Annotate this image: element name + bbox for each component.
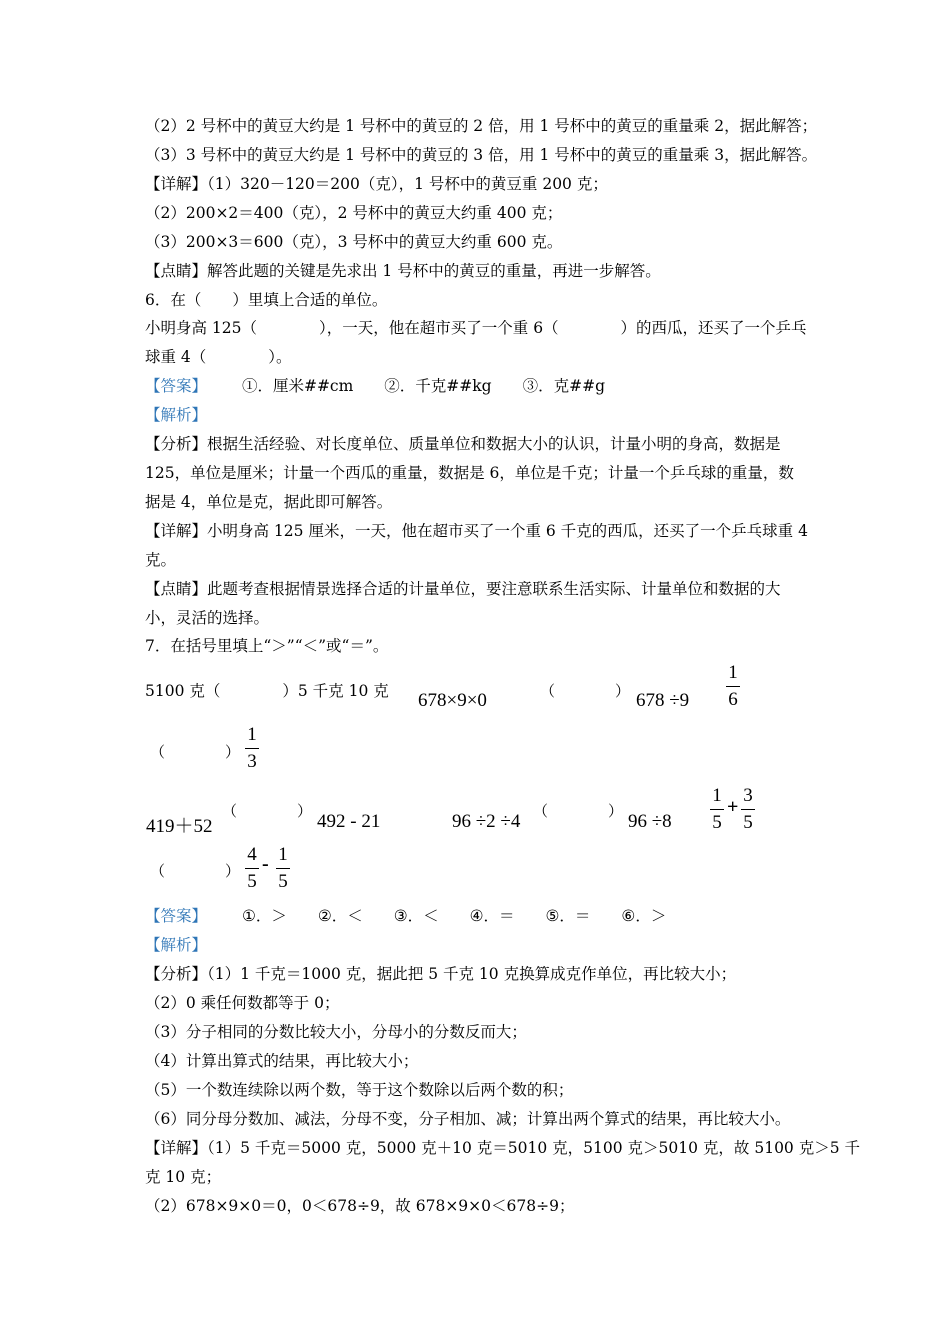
blank-paren: （ ） — [150, 743, 241, 761]
fraction — [245, 844, 259, 893]
denominator: 3 — [247, 751, 257, 772]
fraction-bar — [741, 809, 755, 810]
text-line: （2）0 乘任何数都等于 0； — [145, 994, 340, 1012]
answer-label: 【答案】 — [145, 377, 208, 395]
text-line: 克 10 克； — [145, 1168, 222, 1186]
text-line: 据是 4，单位是克，据此即可解答。 — [145, 493, 393, 511]
question-6: 6．在（ ）里填上合适的单位。 — [145, 291, 388, 309]
blank-paren: （ ） — [150, 862, 241, 880]
text-line: 【详解】（1）320－120＝200（克），1 号杯中的黄豆重 200 克； — [145, 175, 608, 193]
denominator: 5 — [743, 812, 753, 833]
text-line: 克。 — [145, 551, 177, 569]
compare-item-5-left: 96 ÷2 ÷4 — [452, 811, 521, 832]
text-line: 小，灵活的选择。 — [145, 609, 270, 627]
numerator: 4 — [247, 844, 257, 865]
compare-item-4-right: 492 - 21 — [317, 811, 381, 832]
question-7: 7．在括号里填上“＞”“＜”或“＝”。 — [145, 637, 389, 655]
denominator: 5 — [278, 871, 288, 892]
fraction — [741, 785, 755, 834]
compare-item-1: 5100 克（ ）5 千克 10 克 — [145, 682, 389, 700]
numerator: 1 — [728, 662, 738, 683]
numerator: 1 — [712, 785, 722, 806]
compare-item-5-right: 96 ÷8 — [628, 811, 672, 832]
text-line: （3）分子相同的分数比较大小，分母小的分数反而大； — [145, 1023, 527, 1041]
text-line: 【点睛】解答此题的关键是先求出 1 号杯中的黄豆的重量，再进一步解答。 — [145, 262, 661, 280]
blank-paren: （ ） — [540, 682, 631, 700]
answer-line — [145, 906, 666, 926]
blank-paren: （ ） — [222, 802, 313, 820]
text-line: （4）计算出算式的结果，再比较大小； — [145, 1052, 419, 1070]
analysis-label: 【解析】 — [145, 936, 208, 954]
denominator: 5 — [712, 812, 722, 833]
fraction-bar — [245, 748, 259, 749]
compare-item-2-right: 678 ÷9 — [636, 690, 690, 711]
text-line: （5）一个数连续除以两个数，等于这个数除以后两个数的积； — [145, 1081, 574, 1099]
compare-item-2-left: 678×9×0 — [418, 690, 487, 711]
fraction — [276, 844, 290, 893]
numerator: 1 — [278, 844, 288, 865]
fraction — [710, 785, 724, 834]
blank-paren: （ ） — [533, 802, 624, 820]
fraction — [245, 724, 259, 773]
text-line: 125，单位是厘米；计量一个西瓜的重量，数据是 6，单位是千克；计量一个乒乓球的重量，数 — [145, 464, 794, 482]
answer-line — [145, 376, 605, 396]
fraction-bar — [276, 868, 290, 869]
answer-label: 【答案】 — [145, 907, 208, 925]
text-line: 【分析】根据生活经验、对长度单位、质量单位和数据大小的认识，计量小明的身高，数据是 — [145, 435, 781, 453]
denominator: 6 — [728, 689, 738, 710]
text-line: （2）200×2＝400（克），2 号杯中的黄豆大约重 400 克； — [145, 204, 563, 222]
fraction-bar — [710, 809, 724, 810]
text-line: （3）200×3＝600（克），3 号杯中的黄豆大约重 600 克。 — [145, 233, 563, 251]
compare-item-4-left: 419＋52 — [146, 816, 213, 837]
text-line: 【详解】（1）5 千克＝5000 克，5000 克＋10 克＝5010 克，5100 克＞5010 克，故 5100 克＞5 千 — [145, 1139, 861, 1157]
fraction — [726, 662, 740, 711]
text-line: 【点睛】此题考查根据情景选择合适的计量单位，要注意联系生活实际、计量单位和数据的大 — [145, 580, 781, 598]
fraction-bar — [726, 686, 740, 687]
numerator: 3 — [743, 785, 753, 806]
fraction-bar — [245, 868, 259, 869]
text-line: （2）678×9×0＝0，0＜678÷9，故 678×9×0＜678÷9； — [145, 1197, 575, 1215]
plus-sign: + — [727, 796, 739, 818]
text-line: （3）3 号杯中的黄豆大约是 1 号杯中的黄豆的 3 倍，用 1 号杯中的黄豆的重量乘 3，据此解答。 — [145, 146, 818, 164]
numerator: 1 — [247, 724, 257, 745]
question-6-text: 球重 4（ ）。 — [145, 348, 292, 366]
text-line: 【分析】（1）1 千克＝1000 克，据此把 5 千克 10 克换算成克作单位，再比较大小； — [145, 965, 737, 983]
analysis-label: 【解析】 — [145, 406, 208, 424]
text-line: （2）2 号杯中的黄豆大约是 1 号杯中的黄豆的 2 倍，用 1 号杯中的黄豆的重量乘 2，据此解答； — [145, 117, 818, 135]
minus-sign: - — [262, 853, 269, 875]
denominator: 5 — [247, 871, 257, 892]
text-line: （6）同分母分数加、减法，分母不变，分子相加、减；计算出两个算式的结果，再比较大小。 — [145, 1110, 791, 1128]
answer-values: ①．厘米##cm ②．千克##kg ③．克##g — [241, 377, 605, 395]
answer-values: ①．＞ ②．＜ ③．＜ ④．＝ ⑤．＝ ⑥．＞ — [241, 907, 667, 925]
question-6-text: 小明身高 125（ ），一天，他在超市买了一个重 6（ ）的西瓜，还买了一个乒乓 — [145, 319, 807, 337]
text-line: 【详解】小明身高 125 厘米，一天，他在超市买了一个重 6 千克的西瓜，还买了一个乒乓球重 4 — [145, 522, 808, 540]
